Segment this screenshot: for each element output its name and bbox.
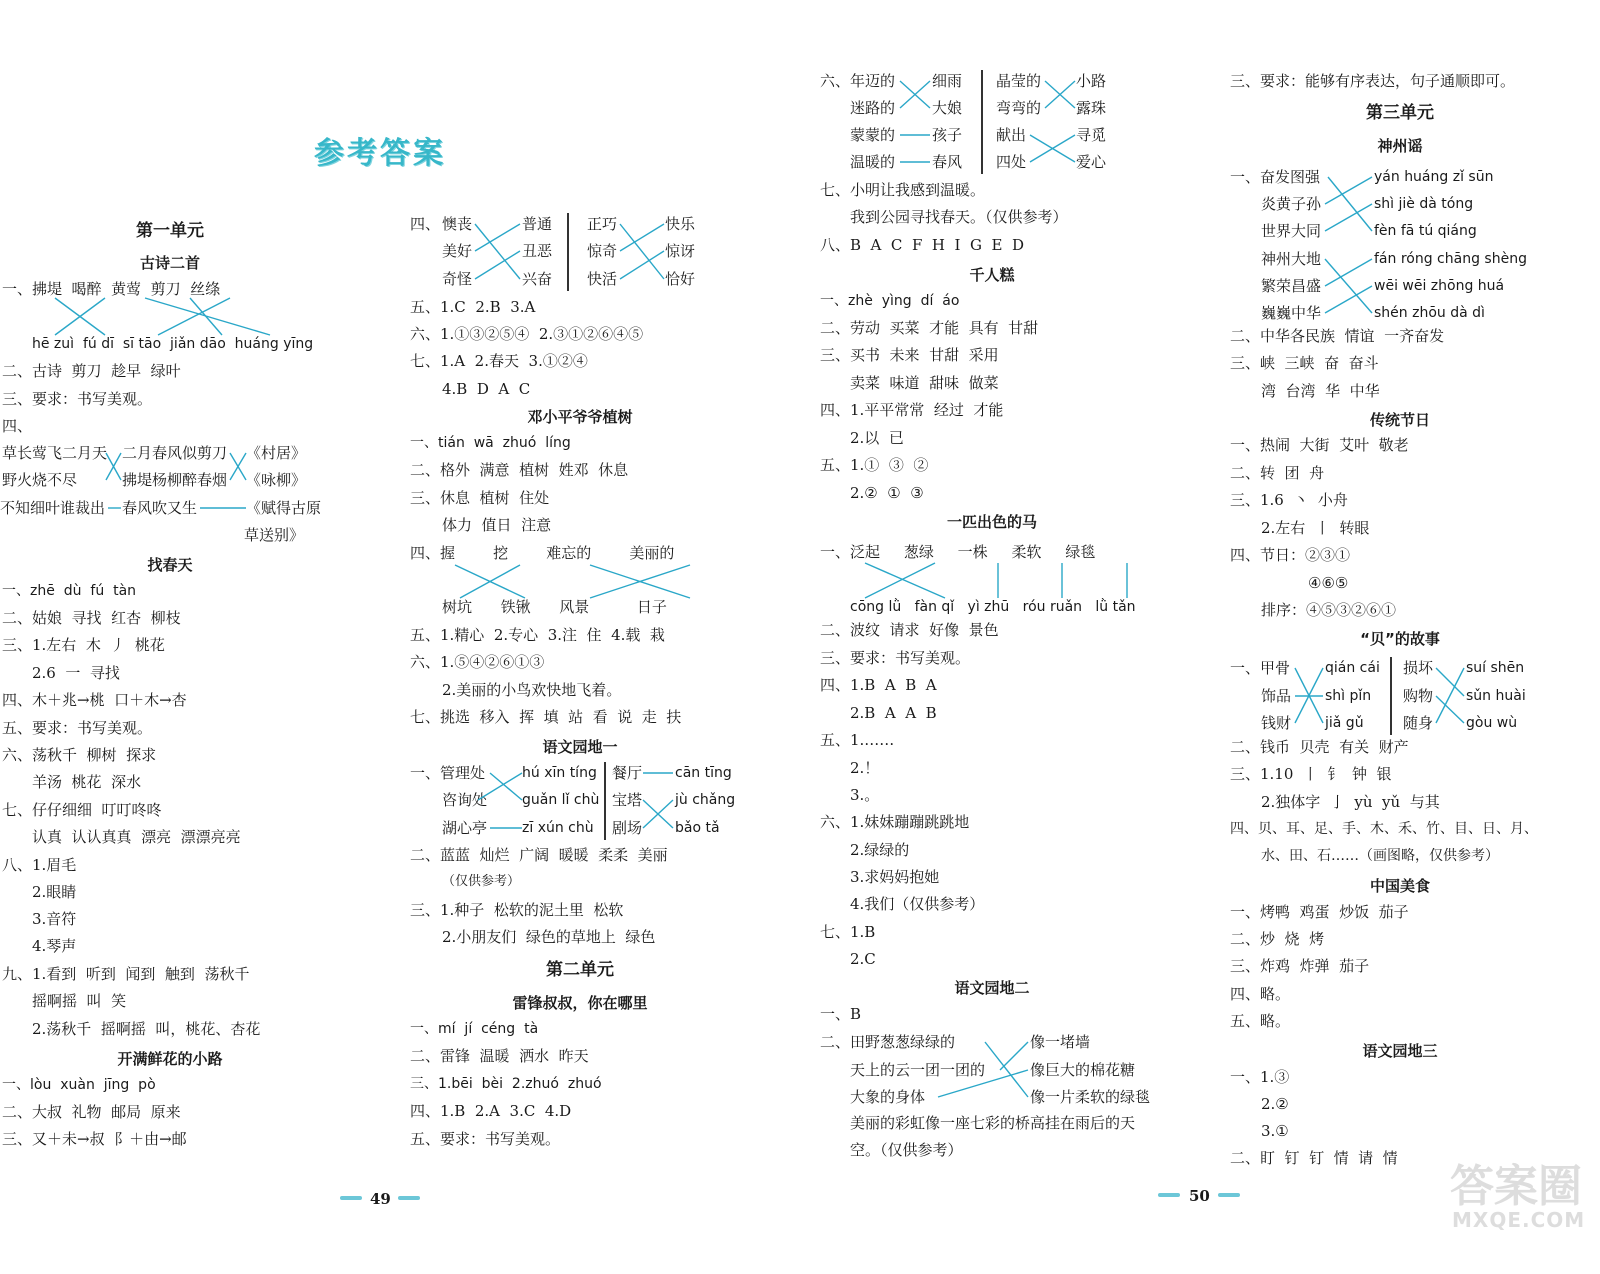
unit-2-heading: 第二单元	[546, 960, 614, 980]
section-kaiman: 开满鲜花的小路	[117, 1050, 223, 1068]
answer-line: 一、泛起 葱绿 一株 柔软 绿毯	[820, 543, 1096, 561]
page-decor-right2	[1218, 1193, 1240, 1197]
answer-line: 三、又＋未→叔 阝＋由→邮	[2, 1130, 187, 1148]
answer-line: 二、蓝蓝 灿烂 广阔 暖暖 柔柔 美丽	[410, 846, 668, 864]
answer-line: 二、炒 烧 烤	[1230, 930, 1325, 948]
answer-line: 三、1.bēi bèi 2.zhuó zhuó	[410, 1076, 602, 1092]
match-item: 不知细叶谁裁出	[0, 499, 106, 517]
match-item: 钱财	[1261, 714, 1292, 732]
match-item: qián cái	[1325, 660, 1380, 676]
answer-line: 三、要求：能够有序表达，句子通顺即可。	[1230, 72, 1516, 90]
match-item: 天上的云一团一团的	[850, 1061, 986, 1079]
section-leifeng: 雷锋叔叔，你在哪里	[512, 994, 648, 1012]
page-number-right: 50	[1189, 1187, 1210, 1205]
match-item: 普通	[522, 215, 553, 233]
match-item: 献出	[996, 126, 1027, 144]
match-item: 弯弯的	[996, 99, 1042, 117]
answer-line: 二、雷锋 温暖 洒水 昨天	[410, 1047, 589, 1065]
match-item: wēi wēi zhōng huá	[1374, 278, 1505, 294]
match-item: guǎn lǐ chù	[522, 792, 600, 808]
answer-line: 九、1.看到 听到 闻到 触到 荡秋千	[2, 965, 250, 983]
match-item: 餐厅	[612, 764, 643, 782]
match-item: zī xún chù	[522, 820, 594, 836]
answer-line: 树坑 铁锹 风景 日子	[442, 598, 667, 616]
answer-line: 四、1.平平常常 经过 才能	[820, 401, 1004, 419]
answer-line: 2.C	[850, 950, 876, 968]
section-qianrengao: 千人糕	[969, 266, 1015, 284]
match-item: 惊奇	[587, 242, 618, 260]
answer-line: 3.①	[1261, 1122, 1289, 1140]
answer-line: 卖菜 味道 甜味 做菜	[850, 374, 999, 392]
answer-line: 一、zhē dù fú tàn	[2, 583, 137, 599]
answer-line: 三、要求：书写美观。	[820, 649, 971, 667]
page-decor-left	[340, 1196, 362, 1200]
match-item: 世界大同	[1261, 222, 1322, 240]
answer-line: 一、lòu xuàn jīng pò	[2, 1077, 156, 1093]
page-number-left: 49	[370, 1190, 391, 1208]
match-item: 爱心	[1076, 153, 1107, 171]
answer-line: 一、烤鸭 鸡蛋 炒饭 茄子	[1230, 903, 1409, 921]
answer-line: hē zuì fú dī sī tāo jiǎn dāo huáng yīng	[32, 336, 314, 352]
section-yuwenyuandi-3: 语文园地三	[1362, 1042, 1438, 1060]
answer-line: 2.以 已	[850, 429, 904, 447]
answer-line: 三、1.10 丨 钅 钟 银	[1230, 765, 1392, 783]
answer-line: 二、格外 满意 植树 姓邓 休息	[410, 461, 629, 479]
answer-line: 五、要求：书写美观。	[2, 719, 153, 737]
match-item: suí shēn	[1466, 660, 1525, 676]
answer-line: cōng lǜ fàn qǐ yì zhū róu ruǎn lǜ tǎn	[850, 599, 1136, 615]
answer-line: 五、1.① ③ ②	[820, 456, 929, 474]
match-item: cān tīng	[675, 765, 732, 781]
match-item: jù chǎng	[675, 792, 736, 808]
answer-line: 4.我们（仅供参考）	[850, 895, 985, 913]
answer-line: 2.眼睛	[32, 883, 77, 901]
answer-line: 三、休息 植树 住处	[410, 489, 550, 507]
page-decor-left2	[1158, 1193, 1180, 1197]
answer-line: 四、1.B 2.A 3.C 4.D	[410, 1102, 572, 1120]
match-item: jiǎ gǔ	[1325, 715, 1364, 731]
match-item: 湖心亭	[442, 819, 488, 837]
answer-line: 三、1.6 丶 小舟	[1230, 491, 1348, 509]
match-item: 露珠	[1076, 99, 1107, 117]
answer-line: 八、1.眉毛	[2, 856, 77, 874]
divider	[1390, 657, 1392, 735]
match-item: 《赋得古原	[246, 499, 322, 517]
answer-line: 四、1.B A B A	[820, 676, 937, 694]
answer-line: 四、	[2, 417, 33, 435]
unit-3-heading: 第三单元	[1366, 103, 1434, 123]
answer-line: 六、1.妹妹蹦蹦跳跳地	[820, 813, 970, 831]
answer-line: 三、要求：书写美观。	[2, 390, 153, 408]
match-item: shì jiè dà tóng	[1374, 196, 1474, 212]
section-shenzhouyao: 神州谣	[1377, 137, 1423, 155]
match-item: 晶莹的	[996, 72, 1042, 90]
match-item: 快活	[587, 270, 618, 288]
answer-line: 四、节日：②③①	[1230, 546, 1351, 564]
answer-line: ④⑥⑤	[1308, 574, 1349, 592]
section-dengxiaoping: 邓小平爷爷植树	[527, 408, 633, 426]
match-item: 一、管理处	[410, 764, 486, 782]
match-item: 草送别》	[244, 526, 305, 544]
answer-line: 3.音符	[32, 910, 77, 928]
section-gushi: 古诗二首	[139, 254, 200, 272]
answer-line: 二、盯 钉 钉 情 请 情	[1230, 1149, 1398, 1167]
answer-line: 五、略。	[1230, 1012, 1291, 1030]
divider	[604, 762, 606, 840]
answer-line: 四、	[410, 215, 441, 233]
match-item: 一、奋发图强	[1230, 168, 1321, 186]
match-item: 大象的身体	[850, 1088, 926, 1106]
answer-line: 水、田、石……（画图略，仅供参考）	[1261, 848, 1499, 864]
watermark-url: MXQE.COM	[1452, 1208, 1586, 1232]
answer-line: 一、拂堤 喝醉 黄莺 剪刀 丝绦	[2, 280, 221, 298]
section-yipima: 一匹出色的马	[946, 513, 1037, 531]
answer-line: 四、贝、耳、足、手、木、禾、竹、目、日、月、	[1230, 821, 1538, 837]
answer-line: 2.！	[850, 759, 880, 777]
answer-line: 三、峡 三峡 奋 奋斗	[1230, 354, 1379, 372]
match-item: gòu wù	[1466, 715, 1518, 731]
match-item: 剧场	[612, 819, 643, 837]
answer-line: 一、B	[820, 1005, 862, 1023]
section-zhongguomeishi: 中国美食	[1369, 877, 1430, 895]
answer-line: 二、波纹 请求 好像 景色	[820, 621, 999, 639]
answer-line: 一、热闹 大街 艾叶 敬老	[1230, 436, 1409, 454]
answer-line: 排序：④⑤③②⑥①	[1261, 601, 1397, 619]
match-item: 像巨大的棉花糖	[1030, 1061, 1136, 1079]
match-item: 大娘	[932, 99, 963, 117]
match-item: fán róng chāng shèng	[1374, 251, 1527, 267]
answer-line: 五、1.……	[820, 731, 895, 749]
match-item: 二、田野葱葱绿绿的	[820, 1033, 956, 1051]
divider	[567, 213, 569, 291]
answer-line: 2.②	[1261, 1095, 1289, 1113]
answer-line: 二、转 团 舟	[1230, 464, 1325, 482]
answer-line: 体力 值日 注意	[442, 516, 552, 534]
match-item: 孩子	[932, 126, 963, 144]
answer-line: 四、略。	[1230, 985, 1291, 1003]
answer-line: 六、荡秋千 柳树 探求	[2, 746, 157, 764]
answer-line: 湾 台湾 华 中华	[1261, 382, 1380, 400]
answer-line: 二、钱币 贝壳 有关 财产	[1230, 738, 1409, 756]
answer-line: 二、劳动 买菜 才能 具有 甘甜	[820, 319, 1039, 337]
match-item: 丑恶	[522, 242, 553, 260]
answer-line: 我到公园寻找春天。（仅供参考）	[850, 208, 1068, 226]
match-item: sǔn huài	[1466, 688, 1526, 704]
match-item: 像一堵墙	[1030, 1033, 1091, 1051]
answer-line: 五、1.C 2.B 3.A	[410, 298, 536, 316]
match-item: 正巧	[587, 215, 618, 233]
answer-line: 一、1.③	[1230, 1068, 1290, 1086]
match-item: shì pǐn	[1325, 688, 1372, 704]
answer-line: 一、tián wā zhuó líng	[410, 435, 571, 451]
answer-line: 2.6 一 寻找	[32, 664, 120, 682]
match-item: 快乐	[665, 215, 696, 233]
match-item: 巍巍中华	[1261, 304, 1322, 322]
match-item: shén zhōu dà dì	[1374, 305, 1485, 321]
match-item: 春风	[932, 153, 963, 171]
answer-line: 六、1.⑤④②⑥①③	[410, 653, 545, 671]
match-item: 拂堤杨柳醉春烟	[122, 471, 228, 489]
match-item: 饰品	[1261, 687, 1292, 705]
answer-line: 2.小朋友们 绿色的草地上 绿色	[442, 928, 656, 946]
page-decor-right	[398, 1196, 420, 1200]
answer-line: 七、仔仔细细 叮叮咚咚	[2, 801, 162, 819]
answer-line: 3.求妈妈抱她	[850, 868, 940, 886]
answer-line: 2.左右 丨 转眼	[1261, 519, 1370, 537]
match-item: 寻觅	[1076, 126, 1107, 144]
answer-line: 空。（仅供参考）	[850, 1141, 963, 1159]
match-item: 恰好	[665, 270, 696, 288]
answer-line: 四、握 挖 难忘的 美丽的	[410, 544, 675, 562]
answer-line: 五、1.精心 2.专心 3.注 住 4.载 栽	[410, 626, 665, 644]
watermark-logo: 答案圈	[1450, 1161, 1582, 1212]
match-item: 温暖的	[850, 153, 896, 171]
answer-line: 2.独体字 亅 yù yǔ 与其	[1261, 793, 1440, 811]
match-item: 年迈的	[850, 72, 896, 90]
answer-line: 八、B A C F H I G E D	[820, 236, 1024, 254]
section-chuantongjieri: 传统节日	[1369, 411, 1430, 429]
match-item: 随身	[1403, 714, 1434, 732]
answer-line: 2.绿绿的	[850, 841, 910, 859]
answer-line: 三、炸鸡 炸弹 茄子	[1230, 957, 1370, 975]
answer-line: 2.B A A B	[850, 704, 937, 722]
answer-line: 摇啊摇 叫 笑	[32, 992, 127, 1010]
page-title: 参考答案	[314, 136, 446, 171]
answer-line: 一、mí jí céng tà	[410, 1021, 539, 1037]
divider	[981, 70, 983, 174]
match-item: 神州大地	[1261, 250, 1322, 268]
answer-line: 三、1.种子 松软的泥土里 松软	[410, 901, 624, 919]
answer-line: 4.B D A C	[442, 380, 531, 398]
answer-line: 二、古诗 剪刀 趁早 绿叶	[2, 362, 181, 380]
match-item: bǎo tǎ	[675, 820, 720, 836]
match-item: 《咏柳》	[246, 471, 307, 489]
answer-line: 七、小明让我感到温暖。	[820, 181, 986, 199]
match-item: 咨询处	[442, 791, 488, 809]
answer-line: 一、zhè yìng dí áo	[820, 293, 960, 309]
answer-line: 二、大叔 礼物 邮局 原来	[2, 1103, 181, 1121]
match-item: 《村居》	[246, 444, 307, 462]
match-item: 四处	[996, 153, 1027, 171]
answer-line: 2.美丽的小鸟欢快地飞着。	[442, 681, 622, 699]
match-item: 购物	[1403, 687, 1434, 705]
answer-line: 美丽的彩虹像一座七彩的桥高挂在雨后的天	[850, 1114, 1136, 1132]
answer-line: 2.② ① ③	[850, 484, 924, 502]
match-item: 一、甲骨	[1230, 659, 1291, 677]
answer-line: 三、买书 未来 甘甜 采用	[820, 346, 999, 364]
answer-line: 七、1.B	[820, 923, 876, 941]
answer-line: 七、挑选 移入 挥 填 站 看 说 走 扶	[410, 708, 682, 726]
match-item: 野火烧不尽	[2, 471, 78, 489]
answer-line: 三、1.左右 木 丿 桃花	[2, 636, 165, 654]
answer-line: 七、1.A 2.春天 3.①②④	[410, 352, 588, 370]
match-item: hú xīn tíng	[522, 765, 597, 781]
match-item: yán huáng zǐ sūn	[1374, 169, 1494, 185]
match-item: 迷路的	[850, 99, 896, 117]
section-bei-gushi: “贝”的故事	[1360, 630, 1440, 648]
answer-line: 二、姑娘 寻找 红杏 柳枝	[2, 609, 181, 627]
answer-line: 六、1.①③②⑤④ 2.③①②⑥④⑤	[410, 325, 644, 343]
answer-line: 认真 认认真真 漂亮 漂漂亮亮	[32, 828, 241, 846]
answer-line: 3.。	[850, 786, 880, 804]
match-item: 繁荣昌盛	[1261, 277, 1322, 295]
match-item: 宝塔	[612, 791, 643, 809]
match-item: 春风吹又生	[122, 499, 198, 517]
match-item: 细雨	[932, 72, 963, 90]
match-item: 奇怪	[442, 270, 473, 288]
answer-line: 二、中华各民族 情谊 一齐奋发	[1230, 327, 1445, 345]
match-item: 小路	[1076, 72, 1107, 90]
section-zhaochuntian: 找春天	[147, 556, 193, 574]
answer-line: 五、要求：书写美观。	[410, 1130, 561, 1148]
section-yuwenyuandi-2: 语文园地二	[954, 979, 1030, 997]
section-yuwenyuandi-1: 语文园地一	[542, 738, 618, 756]
match-item: 美好	[442, 242, 473, 260]
answer-line: 2.荡秋千 摇啊摇 叫，桃花、杏花	[32, 1020, 261, 1038]
match-item: 懊丧	[442, 215, 473, 233]
unit-1-heading: 第一单元	[136, 221, 204, 241]
match-item: 兴奋	[522, 270, 553, 288]
answer-line: （仅供参考）	[442, 874, 521, 889]
match-item: 炎黄子孙	[1261, 195, 1322, 213]
match-item: 惊讶	[665, 242, 696, 260]
match-item: 损坏	[1403, 659, 1434, 677]
answer-line: 四、木＋兆→桃 口＋木→杏	[2, 691, 187, 709]
answer-line: 4.琴声	[32, 937, 77, 955]
match-item: fèn fā tú qiáng	[1374, 223, 1477, 239]
answer-line: 六、	[820, 72, 851, 90]
match-item: 二月春风似剪刀	[122, 444, 228, 462]
match-item: 蒙蒙的	[850, 126, 896, 144]
match-item: 像一片柔软的绿毯	[1030, 1088, 1151, 1106]
answer-line: 羊汤 桃花 深水	[32, 773, 142, 791]
match-item: 草长莺飞二月天	[2, 444, 108, 462]
